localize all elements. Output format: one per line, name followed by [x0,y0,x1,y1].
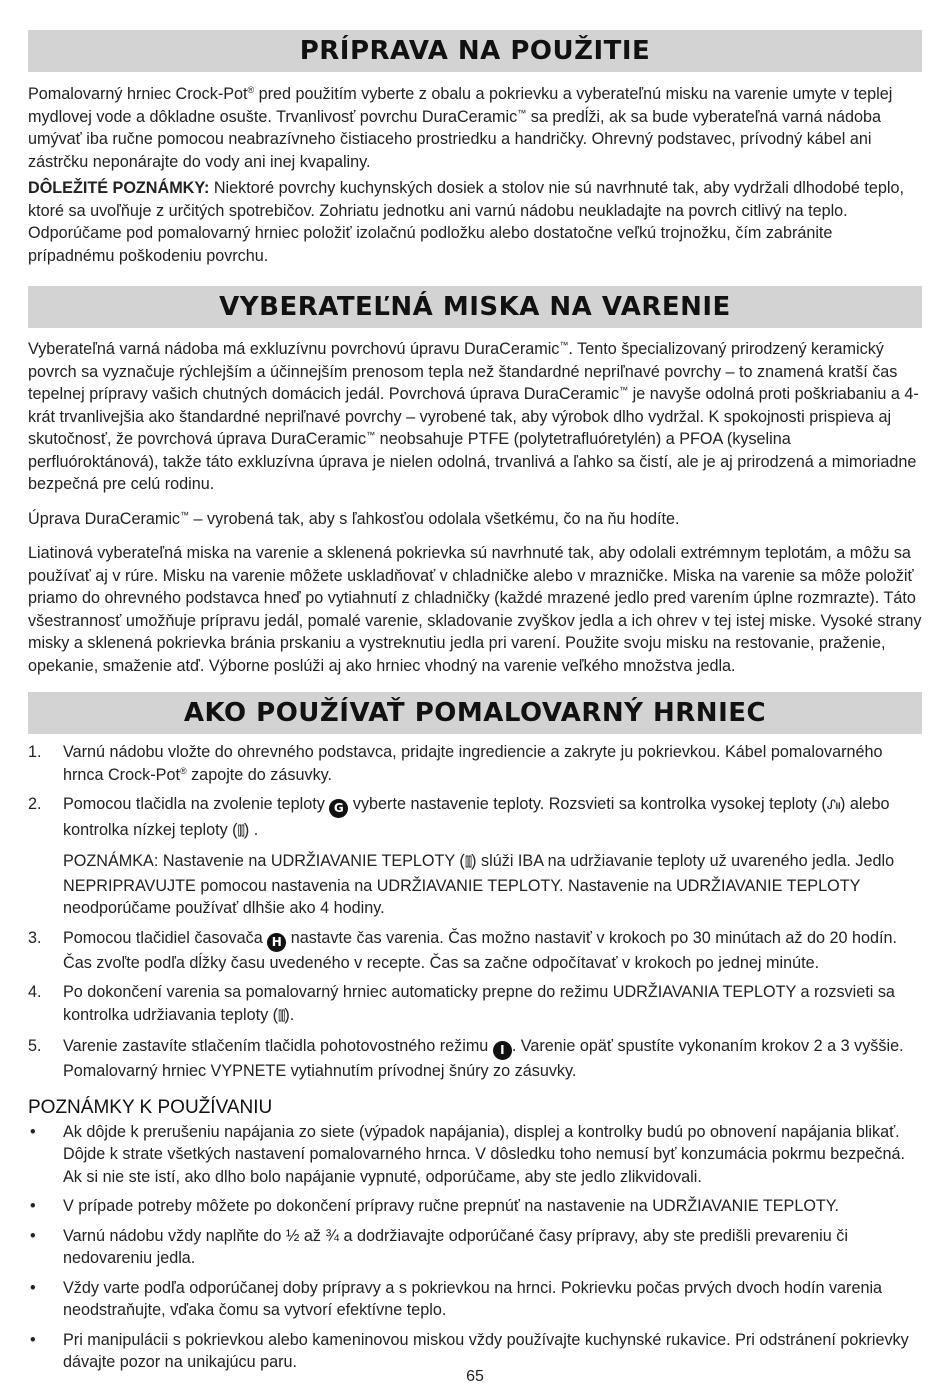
trademark-mark: ™ [559,340,569,350]
text: Pri manipulácii s pokrievkou alebo kameninovou miskou vždy používajte kuchynské rukavice. Pri odstránení pokrievky dávajte pozor na unikajúcu paru. [63,1330,909,1371]
step-note [28,850,922,920]
text: Ak dôjde k prerušeniu napájania zo siete (výpadok napájania), displej a kontrolky budú po obnovení napájania blikať. Dôjde k strate všetkých nastavení pomalovarného hrnca. V dôsledku toho nemusí byť konzumácia pokrmu bezpečná. Ak si nie ste istí, ako dlho bolo napájanie vypnuté, odporúčame, aby ste jedlo zlikvidovali. [63,1122,905,1186]
bullet: • [30,1122,36,1141]
list-item [28,1277,922,1322]
registered-mark: ® [247,85,255,95]
paragraph: Liatinová vyberateľná miska na varenie a sklenená pokrievka sú navrhnuté tak, aby odolali extrémnym teplotám, a môžu sa používať aj v rúre. Misku na varenie môžete uskladňovať v chladničke alebo v mrazničke. Miska na varenie sa môže položiť priamo do ohrevného podstavca hneď po vytiahnutí z chladničky (každé mrazené jedlo pred varením úplne rozmrazte). Táto všestrannosť umožňuje prípravu jedál, pomalé varenie, skladovanie zvyškov jedla a ich ohrev v tej istej miske. Vysoké strany misky a sklenená pokrievka bránia prskaniu a vystreknutiu jedla pri varení. Použite svoju misku na restovanie, praženie, opekanie, smaženie atď. Výborne poslúži aj ako hrniec vhodný na varenie veľkého množstva jedla. [28,544,922,675]
bullet: • [30,1330,36,1349]
step-number: 1. [28,743,42,761]
low-heat-icon: ⫿⫿ [237,823,244,839]
trademark-mark: ™ [517,107,527,118]
important-label: DÔLEŽITÉ POZNÁMKY: [28,179,210,197]
step-3 [28,927,922,975]
steps-list [28,741,922,1083]
button-h-icon: H [267,933,286,952]
step-1 [28,741,922,786]
text: Úprava DuraCeramic [28,509,181,528]
bullet: • [30,1278,36,1297]
high-heat-icon: ᔑIII [826,798,840,813]
section-title: PRÍPRAVA NA POUŽITIE [299,36,651,66]
button-g-icon: G [329,799,348,818]
text: . Varenie opäť spustíte vykonaním krokov 2 a 3 vyššie. Pomalovarný hrniec VYPNETE vytiahnutím prívodnej šnúry zo zásuvky. [63,1037,904,1080]
step-number: 5. [28,1037,42,1055]
trademark-mark: ™ [180,509,190,520]
text: Pomocou tlačidiel časovača [63,928,268,947]
bullet: • [30,1197,36,1215]
text: sa predĺži, ak sa bude vyberateľná varná nádoba umývať iba ručne pomocou neabrazívneho čistiaceho prostriedku a handričky. Ohrevný podstavec, prívodný kábel ani zástrčku neponárajte do vody ani inej kvapaliny. [28,107,882,171]
text: Varnú nádobu vždy naplňte do ½ až ¾ a dodržiavajte odporúčané časy prípravy, aby ste predišli prevareniu či nedovareniu jedla. [63,1226,848,1267]
manual-page [28,30,922,1374]
text: . Tento špecializovaný prirodzený keramický povrch sa vyznačuje rýchlejším a účinnejším prenosom tepla než štandardné nepriľnavé povrchy – to znamená kratší čas tepelnej prípravy vašich chutných domácich jedál. Povrchová úprava DuraCeramic [28,340,898,403]
text: POZNÁMKA: Nastavenie na UDRŽIAVANIE TEPLOTY ( [63,852,465,870]
text: ) slúži IBA na udržiavanie teploty už uvareného jedla. Jedlo NEPRIPRAVUJTE pomocou nastavenia na UDRŽIAVANIE TEPLOTY. Nastavenie na UDRŽIAVANIE TEPLOTY neodporúčame používať dlhšie ako 4 hodiny. [63,852,895,917]
text: vyberte nastavenie teploty. Rozsvieti sa kontrolka vysokej teploty ( [348,795,827,813]
text: Niektoré povrchy kuchynských dosiek a stolov nie sú navrhnuté tak, aby vydržali dlhodobé teplo, ktoré sa uvoľňuje z určitých spotrebičov. Zohriatu jednotku ani varnú nádobu neukladajte na povrch citlivý na teplo. Odporúčame pod pomalovarný hrniec položiť izolačnú podložku alebo dostatočne veľkú trojnožku, čím zabránite prípadnému poškodeniu povrchu. [28,179,904,265]
text: neobsahuje PTFE (polytetrafluóretylén) a PFOA (kyselina perfluóroktánová), takže táto exkluzívna úprava je nielen odolná, trvanlivá a ľahko sa čistí, ale je aj prirodzená a mimoriadne bezpečná pre celú rodinu. [28,430,917,493]
text: Po dokončení varenia sa pomalovarný hrniec automaticky prepne do režimu UDRŽIAVANIA TEPLOTY a rozsvieti sa kontrolka udržiavania teploty ( [63,983,895,1024]
step-number: 4. [28,983,42,1001]
keep-warm-icon: ⫿⫿ [464,855,472,870]
section-title: VYBERATEĽNÁ MISKA NA VARENIE [219,292,731,322]
text: V prípade potreby môžete po dokončení prípravy ručne prepnúť na nastavenie na UDRŽIAVANIE TEPLOTY. [63,1197,840,1215]
button-i-icon: I [493,1041,512,1060]
bullet: • [30,1226,36,1245]
list-item [28,1225,922,1270]
section-banner-preparation [28,30,922,72]
text: – vyrobená tak, aby s ľahkosťou odolala všetkému, čo na ňu hodíte. [189,509,680,528]
paragraph [28,508,922,531]
text: Varnú nádobu vložte do ohrevného podstavca, pridajte ingrediencie a zakryte ju pokrievkou. Kábel pomalovarného hrnca Crock-Pot [63,743,883,784]
step-number: 2. [28,795,42,813]
text: Varenie zastavíte stlačením tlačidla pohotovostného režimu [63,1037,493,1055]
text: Vždy varte podľa odporúčanej doby prípravy a s pokrievkou na hrnci. Pokrievku počas prvých dvoch hodín varenia neodstraňujte, vďaka čomu sa vytvorí efektívne teplo. [63,1278,883,1319]
text: Pomalovarný hrniec Crock-Pot [28,85,248,103]
text: ) . [243,820,259,839]
text: ). [284,1005,295,1024]
paragraph [28,83,922,173]
text: ) alebo kontrolka nízkej teploty ( [63,795,890,839]
trademark-mark: ™ [619,385,629,395]
trademark-mark: ™ [366,430,376,440]
section-title: AKO POUŽÍVAŤ POMALOVARNÝ HRNIEC [183,698,767,728]
text: je navyše odolná proti poškriabaniu a 4-krát trvanlivejšia ako štandardné nepriľnavé povrchy – vyrobené tak, aby výrobok dlho vydržal. K spokojnosti prispieva aj skutočnosť, že povrchová úprava DuraCeramic [28,385,919,448]
section-banner-removable-bowl [28,286,922,328]
list-item [28,1329,922,1374]
notes-heading: POZNÁMKY K POUŽÍVANIU [28,1096,273,1118]
list-item [28,1195,922,1218]
registered-mark: ® [179,765,187,776]
important-notes [28,177,922,267]
step-5 [28,1035,922,1083]
step-number: 3. [28,928,42,947]
page-number: 65 [466,1368,484,1385]
list-item [28,1121,922,1189]
keep-warm-icon: ⫿⫿ [278,1008,285,1024]
section-banner-how-to-use [28,692,922,734]
text: pred použitím vyberte z obalu a pokrievku a vyberateľnú misku na varenie umyte v teplej mydlovej vode a dôkladne osušte. Trvanlivosť povrchu DuraCeramic [28,85,893,126]
step-4 [28,981,922,1028]
step-2 [28,793,922,843]
notes-list [28,1121,922,1374]
text: Vyberateľná varná nádoba má exkluzívnu povrchovú úpravu DuraCeramic [28,340,560,358]
paragraph [28,338,922,496]
text: nastavte čas varenia. Čas možno nastaviť v krokoch po 30 minútach až do 20 hodín. Čas zvoľte podľa dĺžky času uvedeného v recepte. Čas sa začne odpočítavať v krokoch po jednej minúte. [63,928,897,972]
text: zapojte do zásuvky. [186,765,333,784]
text: Pomocou tlačidla na zvolenie teploty [63,795,330,813]
